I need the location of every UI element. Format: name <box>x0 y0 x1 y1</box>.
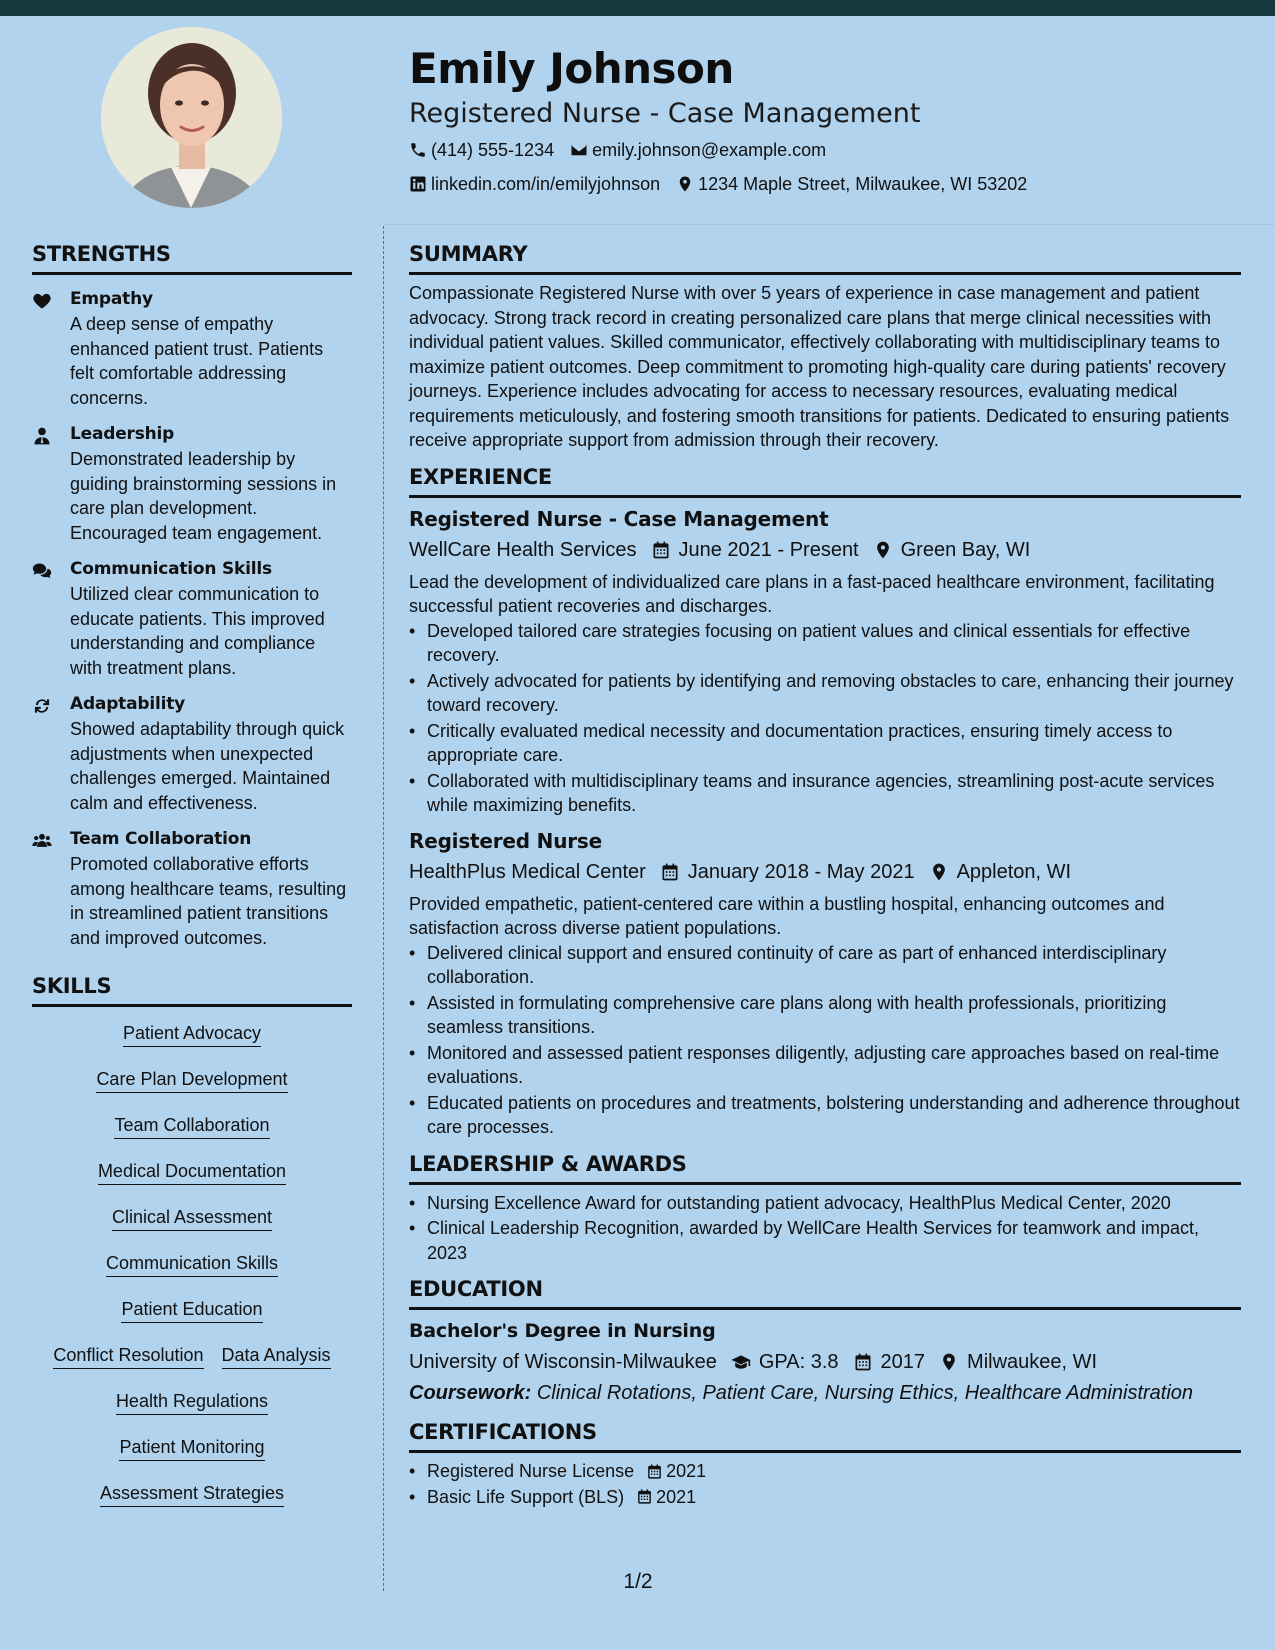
job-meta <box>409 856 1241 888</box>
candidate-name: Emily Johnson <box>409 44 734 93</box>
coursework-text: Clinical Rotations, Patient Care, Nursing Ethics, Healthcare Administration <box>536 1382 1194 1404</box>
map-marker-icon <box>873 540 893 560</box>
map-marker-icon <box>676 175 694 193</box>
sync-icon <box>32 696 52 716</box>
experience-section <box>409 463 1241 1140</box>
user-tie-icon <box>32 426 52 446</box>
map-marker-icon <box>939 1352 959 1372</box>
right-column <box>409 240 1241 1519</box>
email-text: emily.johnson@example.com <box>592 140 827 160</box>
calendar-icon <box>651 540 671 560</box>
strength-item <box>32 557 352 680</box>
linkedin-contact[interactable] <box>409 168 660 200</box>
strength-desc: Promoted collaborative efforts among healthcare teams, resulting in streamlined patient transitions and improved outcomes. <box>70 854 347 948</box>
certifications-list <box>409 1459 1241 1509</box>
coursework-label: Coursework: <box>409 1382 532 1404</box>
skill-tag: Assessment Strategies <box>100 1481 284 1507</box>
strength-desc: Utilized clear communication to educate patients. This improved understanding and compliance with treatment plans. <box>70 584 325 678</box>
education-section <box>409 1275 1241 1408</box>
column-divider <box>383 226 384 1591</box>
job-bullet: • Monitored and assessed patient responses diligently, adjusting care approaches based on real-time evaluations. <box>409 1041 1241 1090</box>
address-contact <box>676 168 1027 200</box>
phone-contact[interactable] <box>409 134 554 166</box>
school-location: Milwaukee, WI <box>967 1351 1098 1373</box>
job-bullets <box>409 941 1241 1140</box>
award-item: • Clinical Leadership Recognition, awarded by WellCare Health Services for teamwork and impact, 2023 <box>409 1216 1241 1265</box>
heart-icon <box>32 291 52 311</box>
map-marker-icon <box>929 862 949 882</box>
certification-year: 2021 <box>666 1461 707 1481</box>
job-entry <box>409 826 1241 1140</box>
contact-row-2 <box>409 168 1239 200</box>
users-icon <box>32 831 52 851</box>
awards-title: LEADERSHIP & AWARDS <box>409 1150 1241 1185</box>
summary-text: Compassionate Registered Nurse with over 5 years of experience in case management and patient advocacy. Strong track record in creating personalized care plans that merge clinical necessities with individual patient values. Skilled communicator, effectively collaborating with multidisciplinary teams to maximize patient outcomes. Deep commitment to promoting high-quality care during patients' recovery journeys. Experience includes advocating for access to necessary resources, evaluating medical requirements meticulously, and fostering smooth transitions for patients. Dedicated to ensuring patients receive appropriate support from admission through their recovery. <box>409 283 1230 450</box>
job-bullet: • Collaborated with multidisciplinary teams and insurance agencies, streamlining post-acute services while maximizing benefits. <box>409 769 1241 818</box>
comments-icon <box>32 561 52 581</box>
strength-title: Communication Skills <box>70 559 272 579</box>
skill-tag: Clinical Assessment <box>112 1205 272 1231</box>
header-divider <box>384 224 1275 225</box>
awards-list <box>409 1191 1241 1266</box>
skill-tag: Communication Skills <box>106 1251 278 1277</box>
job-location: Green Bay, WI <box>900 538 1031 561</box>
coursework <box>409 1378 1241 1408</box>
phone-text: (414) 555-1234 <box>431 140 555 160</box>
job-dates: January 2018 - May 2021 <box>687 860 915 883</box>
contact-row-1 <box>409 134 1239 166</box>
experience-title: EXPERIENCE <box>409 463 1241 498</box>
education-title: EDUCATION <box>409 1275 1241 1310</box>
job-description: Provided empathetic, patient-centered care within a bustling hospital, enhancing outcomes and satisfaction across diverse patient populations. <box>409 893 1165 938</box>
graduation-year: 2017 <box>880 1351 926 1373</box>
job-company: WellCare Health Services <box>409 538 637 561</box>
job-description: Lead the development of individualized care plans in a fast-paced healthcare environment, facilitating successful patient recoveries and discharges. <box>409 571 1215 616</box>
skill-tag: Patient Advocacy <box>123 1021 261 1047</box>
strength-desc: Showed adaptability through quick adjustments when unexpected challenges emerged. Maintained calm and effectiveness. <box>70 719 345 813</box>
top-bar <box>0 0 1275 16</box>
certifications-title: CERTIFICATIONS <box>409 1418 1241 1453</box>
summary-title: SUMMARY <box>409 240 1241 275</box>
job-bullet: • Actively advocated for patients by identifying and removing obstacles to care, enhancing their journey toward recovery. <box>409 669 1241 718</box>
certification-name: • Basic Life Support (BLS) <box>427 1486 625 1507</box>
skill-tag: Data Analysis <box>222 1343 331 1369</box>
strength-item <box>32 422 352 545</box>
degree-title: Bachelor's Degree in Nursing <box>409 1320 716 1342</box>
email-contact[interactable] <box>570 134 826 166</box>
job-bullet: • Developed tailored care strategies focusing on patient values and clinical essentials for effective recovery. <box>409 619 1241 668</box>
strength-item <box>32 827 352 950</box>
graduation-cap-icon <box>731 1352 751 1372</box>
address-text: 1234 Maple Street, Milwaukee, WI 53202 <box>698 174 1028 194</box>
summary-section <box>409 240 1241 453</box>
envelope-icon <box>570 141 588 159</box>
header <box>409 40 1239 200</box>
strength-item <box>32 287 352 410</box>
calendar-icon <box>660 862 680 882</box>
strength-desc: Demonstrated leadership by guiding brainstorming sessions in care plan development. Encouraged team engagement. <box>70 449 337 543</box>
awards-section <box>409 1150 1241 1266</box>
certification-year: 2021 <box>656 1486 697 1507</box>
strength-title: Team Collaboration <box>70 829 252 849</box>
job-location: Appleton, WI <box>956 860 1072 883</box>
job-bullet: • Critically evaluated medical necessity and documentation practices, ensuring timely access to appropriate care. <box>409 719 1241 768</box>
job-company: HealthPlus Medical Center <box>409 860 646 883</box>
certification-item <box>409 1459 1241 1484</box>
profile-photo <box>101 27 282 208</box>
certification-item <box>409 1485 1241 1510</box>
calendar-icon <box>646 1463 663 1480</box>
strength-title: Leadership <box>70 424 175 444</box>
skill-tag: Medical Documentation <box>98 1159 286 1185</box>
job-dates: June 2021 - Present <box>678 538 859 561</box>
linkedin-text: linkedin.com/in/emilyjohnson <box>431 174 661 194</box>
skill-tag: Health Regulations <box>116 1389 268 1415</box>
job-meta <box>409 534 1241 566</box>
strength-item <box>32 692 352 815</box>
page-number: 1/2 <box>623 1570 653 1593</box>
strength-desc: A deep sense of empathy enhanced patient trust. Patients felt comfortable addressing concerns. <box>70 314 324 408</box>
strength-title: Adaptability <box>70 694 186 714</box>
job-bullet: • Educated patients on procedures and treatments, bolstering understanding and adherence throughout care processes. <box>409 1091 1241 1140</box>
skill-tag: Patient Education <box>121 1297 262 1323</box>
skill-tag: Care Plan Development <box>96 1067 287 1093</box>
job-bullets <box>409 619 1241 818</box>
job-title: Registered Nurse <box>409 828 602 853</box>
certifications-section <box>409 1418 1241 1509</box>
gpa-text: GPA: 3.8 <box>758 1351 839 1373</box>
school-name: University of Wisconsin-Milwaukee <box>409 1351 717 1373</box>
candidate-role: Registered Nurse - Case Management <box>409 98 921 129</box>
phone-icon <box>409 141 427 159</box>
job-entry <box>409 504 1241 818</box>
strengths-title: STRENGTHS <box>32 240 352 275</box>
job-bullet: • Delivered clinical support and ensured continuity of care as part of enhanced interdisciplinary collaboration. <box>409 941 1241 990</box>
skills-list <box>32 1007 352 1527</box>
skill-tag: Patient Monitoring <box>119 1435 264 1461</box>
left-column <box>32 240 352 1527</box>
certification-name: • Registered Nurse License <box>427 1461 635 1481</box>
skill-tag: Team Collaboration <box>114 1113 269 1139</box>
skills-title: SKILLS <box>32 972 352 1007</box>
strength-title: Empathy <box>70 289 153 309</box>
job-bullet: • Assisted in formulating comprehensive care plans along with health professionals, prioritizing seamless transitions. <box>409 991 1241 1040</box>
calendar-icon <box>636 1488 653 1505</box>
linkedin-icon <box>409 175 427 193</box>
skill-tag: Conflict Resolution <box>53 1343 203 1369</box>
calendar-icon <box>853 1352 873 1372</box>
education-meta <box>409 1346 1241 1378</box>
award-item: • Nursing Excellence Award for outstanding patient advocacy, HealthPlus Medical Center, 2020 <box>409 1191 1241 1216</box>
job-title: Registered Nurse - Case Management <box>409 506 829 531</box>
